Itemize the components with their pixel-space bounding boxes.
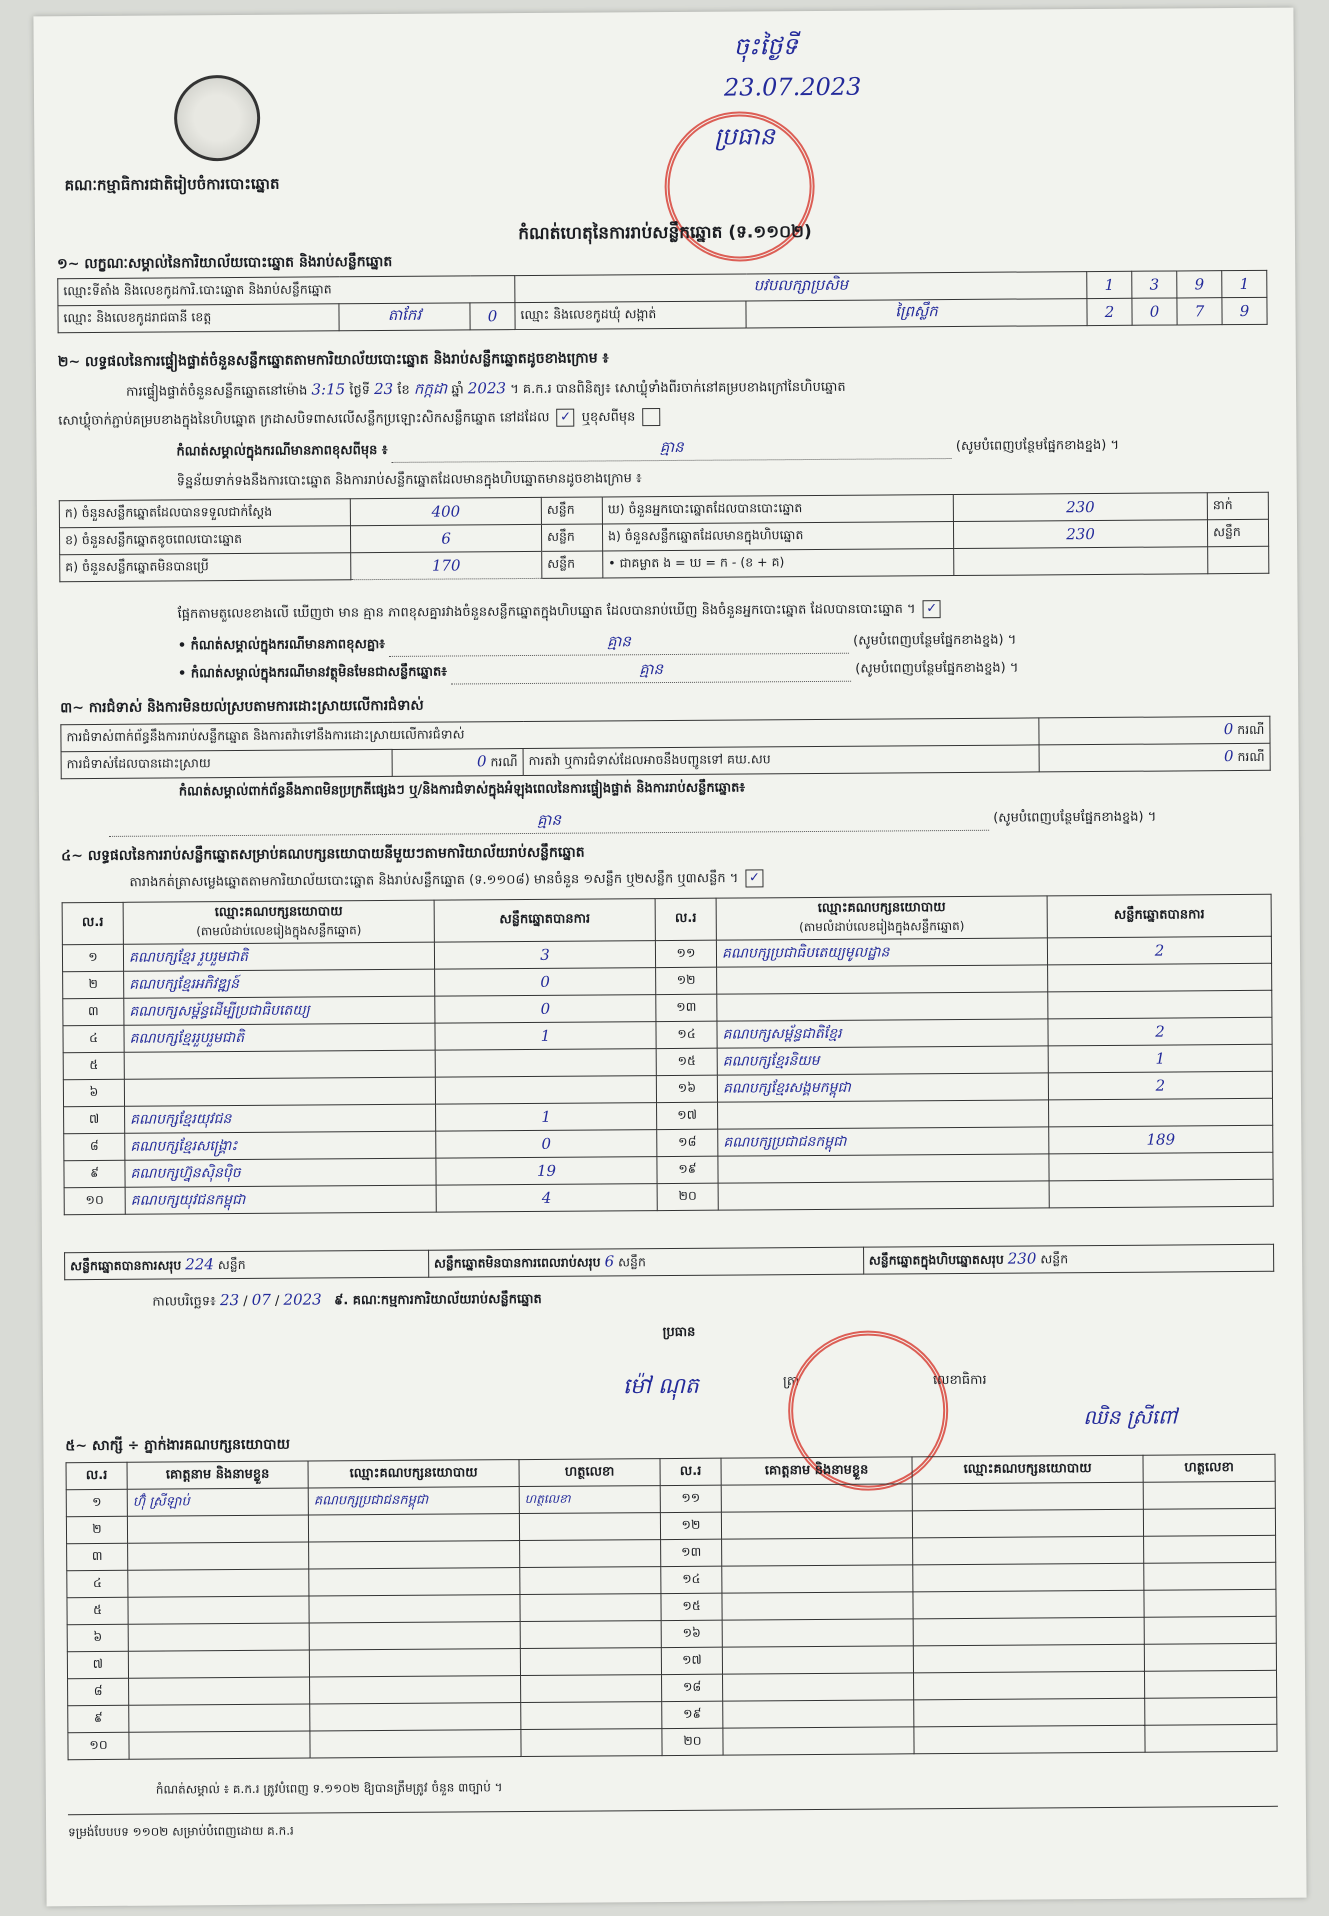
party-no: ១៤ [656, 1021, 717, 1048]
witness-signature [1145, 1724, 1277, 1752]
count-value: 170 [351, 551, 542, 579]
no-difference-checkbox[interactable]: ✓ [923, 600, 941, 618]
count-unit: សន្លឹក [542, 551, 603, 578]
difference-note-label: • កំណត់សម្គាល់ក្នុងករណីមានភាពខុសគ្នា៖ [177, 636, 385, 654]
irregularity-note-line [109, 806, 1269, 837]
witness-signature [520, 1567, 661, 1595]
witness-party [308, 1514, 519, 1542]
party-no: ១៣ [656, 994, 717, 1021]
resolved-count-cell [392, 749, 523, 777]
total-box-unit: សន្លឹក [1040, 1250, 1069, 1266]
party-name: គណបក្សខ្មែរ រួបរួមជាតិ [123, 942, 434, 971]
difference-note-line [178, 628, 1258, 659]
party-votes: 1 [435, 1022, 656, 1051]
witness-no: ១៦ [661, 1620, 722, 1647]
witness-signature [520, 1540, 661, 1568]
col-no: ល.រ [62, 902, 123, 944]
irregularity-note-label: កំណត់សម្គាល់ពាក់ព័ន្ធនឹងភាពមិនប្រក្រតីផ្សេងៗ ឬ/និងការជំទាស់ក្នុងអំឡុងពេលនៃការផ្ទៀងផ្ទាត់ និងការរាប់សន្លឹកឆ្នោត៖ [178, 780, 746, 800]
party-votes [435, 1049, 656, 1078]
party-no: ៩ [64, 1160, 125, 1187]
witness-signature [1144, 1589, 1276, 1617]
witness-party [913, 1644, 1144, 1673]
party-no: ៣ [63, 998, 124, 1025]
irregularity-note-hint: (សូមបំពេញបន្ថែមផ្នែកខាងខ្នង) ។ [993, 809, 1157, 826]
resolved-count: 0 [476, 751, 487, 770]
witness-party [310, 1730, 521, 1758]
commune-code-digit: 0 [1132, 298, 1177, 325]
witness-name [723, 1673, 914, 1701]
code-digit: 9 [1177, 271, 1222, 298]
witness-signature [1144, 1643, 1276, 1671]
chair-name: ម៉ៅ ណុត [622, 1373, 699, 1400]
party-name [717, 992, 1048, 1021]
section5-heading: ៥~ សាក្សី ÷ ភ្នាក់ងារគណបក្សនយោបាយ [65, 1436, 290, 1455]
difference-check-line [178, 598, 1268, 625]
footer-divider [68, 1806, 1278, 1815]
witness-no: ១៣ [661, 1539, 722, 1566]
organization-name: គណៈកម្មាធិការជាតិរៀបចំការបោះឆ្នោត [64, 174, 280, 195]
total-invalid-label: សន្លឹកឆ្នោតមិនបានការពេលរាប់សរុប [433, 1253, 601, 1271]
foreign-object-note-line [178, 656, 1258, 687]
party-no: ១០ [64, 1187, 125, 1214]
party-no: ១៨ [657, 1129, 718, 1156]
seal-note-hint: (សូមបំពេញបន្ថែមផ្នែកខាងខ្នង) ។ [955, 437, 1120, 454]
witness-party [913, 1590, 1144, 1619]
code-digit: 3 [1132, 271, 1177, 298]
witness-name [722, 1646, 913, 1674]
total-invalid-unit: សន្លឹក [618, 1253, 646, 1269]
section4-intro: តារាងកត់ត្រាសម្លេងឆ្នោតតាមការិយាល័យបោះឆ្នោត និងរាប់សន្លឹកឆ្នោត (ទ.១១០៨) មានចំនួន ១សន្លឹក ឬ២សន្លឹក ឬ៣សន្លឹក ។ [129, 871, 739, 891]
witness-table [66, 1454, 1278, 1760]
party-no: ២ [63, 971, 124, 998]
witness-signature [1143, 1508, 1275, 1536]
complaints-unit: ករណី [1237, 721, 1265, 737]
witness-signature [520, 1621, 661, 1649]
col-party [716, 896, 1047, 940]
section4-heading: ៤~ លទ្ធផលនៃការរាប់សន្លឹកឆ្នោតសម្រាប់គណបក្សនយោបាយនីមួយៗតាមការិយាល័យរាប់សន្លឹកឆ្នោត [61, 844, 585, 865]
location-label: ឈ្មោះទីតាំង និងលេខកូដការិ.បោះឆ្នោត និងរាប់សន្លឹកឆ្នោត [58, 276, 515, 306]
witness-party [914, 1725, 1145, 1754]
stamp-label: ត្រា [782, 1374, 800, 1390]
witness-name [723, 1700, 914, 1728]
section1-table [57, 270, 1267, 333]
witness-party [912, 1509, 1143, 1538]
witness-no: ១៨ [662, 1674, 723, 1701]
party-votes [1048, 963, 1272, 992]
form-footer: ទម្រង់បែបបទ ១១០២ សម្រាប់បំពេញដោយ គ.ក.រ [68, 1823, 294, 1840]
witness-party [309, 1622, 520, 1650]
witness-no: ១ [66, 1489, 127, 1516]
party-votes: 0 [435, 968, 656, 997]
section4-intro-line [129, 866, 1269, 893]
party-name: គណបក្សខ្មែរសង្គ្រោះ [125, 1131, 436, 1160]
complaints-table [60, 716, 1270, 779]
difference-note-hint: (សូមបំពេញបន្ថែមផ្នែកខាងខ្នង) ។ [853, 632, 1017, 649]
count-unit-b: នាក់ [1207, 492, 1268, 519]
verification-day: 23 [374, 379, 394, 399]
party-votes [1048, 990, 1272, 1019]
witness-name [128, 1569, 309, 1597]
witness-name [723, 1727, 914, 1755]
party-no: ៤ [63, 1025, 124, 1052]
count-value: 6 [350, 524, 541, 552]
party-no: ៦ [63, 1079, 124, 1106]
count-label-b: ឃ) ចំនួនអ្នកបោះឆ្នោតដែលបានបោះឆ្នោត [602, 495, 953, 524]
party-votes: 2 [1048, 1017, 1272, 1046]
complaints-count-cell [1039, 716, 1270, 745]
party-votes: 2 [1047, 936, 1271, 965]
col-party-title: ឈ្មោះគណបក្សនយោបាយ [817, 900, 946, 916]
total-valid-unit: សន្លឹក [217, 1256, 246, 1272]
seal-note-value: គ្មាន [392, 436, 952, 463]
date-day: 23 [219, 1291, 240, 1310]
witness-party [913, 1563, 1144, 1592]
witness-name [127, 1515, 308, 1543]
sheets-checkbox[interactable]: ✓ [745, 869, 763, 887]
party-no: ២០ [657, 1183, 718, 1210]
witness-no: ២០ [662, 1728, 723, 1755]
count-label: គ) ចំនួនសន្លឹកឆ្នោតមិនបានប្រើ [60, 553, 351, 582]
party-no: ៨ [64, 1133, 125, 1160]
committee-label: ៩. គណៈកម្មការការិយាល័យរាប់សន្លឹកឆ្នោត [334, 1291, 542, 1309]
witness-signature: ហត្ថលេខា [519, 1486, 660, 1514]
party-no: ៥ [63, 1052, 124, 1079]
date-month: 07 [251, 1290, 271, 1309]
code-digit: 1 [1222, 270, 1267, 297]
witness-party [913, 1617, 1144, 1646]
commune-code-digit: 7 [1177, 298, 1222, 325]
witness-col-party: ឈ្មោះគណបក្សនយោបាយ [912, 1455, 1143, 1484]
party-no: ១៦ [656, 1075, 717, 1102]
verification-prefix: ការផ្ទៀងផ្ទាត់ចំនួនសន្លឹកឆ្នោតនៅម៉ោង [125, 383, 308, 400]
party-no: ១ [62, 944, 123, 971]
witness-name [128, 1650, 309, 1678]
witness-party: គណបក្សប្រជាជនកម្ពុជា [308, 1487, 519, 1515]
foreign-object-note-hint: (សូមបំពេញបន្ថែមផ្នែកខាងខ្នង) ។ [855, 660, 1019, 677]
party-name: គណបក្សហ្វ៊ុនស៊ិនប៉ិច [125, 1158, 436, 1187]
party-no: ១៧ [657, 1102, 718, 1129]
witness-name [722, 1565, 913, 1593]
verification-line1 [126, 374, 1266, 404]
witness-col-party: ឈ្មោះគណបក្សនយោបាយ [308, 1460, 519, 1488]
witness-no: ៧ [67, 1651, 128, 1678]
col-party-title: ឈ្មោះគណបក្សនយោបាយ [214, 904, 343, 921]
witness-signature [521, 1729, 662, 1757]
seal-note-line [176, 434, 1256, 465]
witness-party [309, 1649, 520, 1677]
date-year: 2023 [283, 1290, 322, 1309]
party-name [124, 1077, 435, 1106]
resolved-label: ការជំទាស់ដែលបានដោះស្រាយ [61, 749, 392, 778]
nec-logo [174, 75, 261, 162]
party-votes: 0 [436, 1130, 657, 1159]
party-no: ១១ [655, 940, 716, 967]
col-party-sub: (តាមលំដាប់លេខរៀងក្នុងសន្លឹកឆ្នោត) [799, 918, 965, 935]
verification-line2 [58, 404, 1258, 432]
witness-no: ១៧ [661, 1647, 722, 1674]
form-sheet [33, 8, 1306, 1907]
changed-checkbox[interactable] [642, 408, 660, 426]
foreign-object-note-value: គ្មាន [451, 659, 851, 685]
intact-checkbox[interactable]: ✓ [557, 409, 575, 427]
witness-signature [1143, 1481, 1275, 1509]
count-value: 400 [350, 497, 541, 525]
data-intro: ទិន្នន័យទាក់ទងនឹងការបោះឆ្នោត និងការរាប់សន្លឹកឆ្នោតដែលមានក្នុងហិបឆ្នោតមានដូចខាងក្រោម ៖ [176, 471, 642, 490]
witness-no: ១០ [68, 1732, 129, 1759]
witness-name [129, 1731, 310, 1759]
witness-no: ៤ [67, 1570, 128, 1597]
count-value-b: 230 [953, 493, 1207, 522]
code-digit: 1 [1087, 271, 1132, 298]
witness-no: ៥ [67, 1597, 128, 1624]
total-box-label: សន្លឹកឆ្នោតក្នុងហិបឆ្នោតសរុប [868, 1251, 1004, 1268]
witness-signature [521, 1675, 662, 1703]
witness-no: ៨ [68, 1678, 129, 1705]
total-valid-cell [65, 1250, 429, 1280]
witness-col-name: គោត្តនាម និងនាមខ្លួន [127, 1461, 308, 1489]
difference-note-value: គ្មាន [389, 631, 849, 657]
witness-no: ១៥ [661, 1593, 722, 1620]
resolved-unit: ករណី [490, 753, 518, 769]
party-votes [1049, 1179, 1273, 1208]
ballot-count-table [59, 492, 1270, 582]
party-name: គណបក្សខ្មែររួបរួមជាតិ [124, 1023, 435, 1052]
verification-suffix: ។ គ.ក.រ បានពិនិត្យ៖ សោឃ្លុំទាំងពីរចាក់នៅគម្របខាងក្រៅនៃហិបឆ្នោត [510, 379, 846, 398]
witness-name [128, 1542, 309, 1570]
seal-status-text: សោឃ្លុំចាក់ភ្ជាប់គម្របខាងក្នុងនៃហិបឆ្នោត ក្រដាសបិទពាសលើសន្លឹកប្រឡោះសិកសន្លឹកឆ្នោត នៅដដែល [58, 410, 550, 429]
witness-no: ៩ [68, 1705, 129, 1732]
party-votes: 189 [1049, 1125, 1273, 1154]
total-box: 230 [1007, 1248, 1037, 1268]
party-name: គណបក្សខ្មែរអភិវឌ្ឍន៍ [124, 969, 435, 998]
chair-label: ប្រធាន [662, 1324, 696, 1341]
count-label-b: • ជាគម្លាត ង = ឃ = ក - (ខ + គ) [603, 549, 954, 578]
witness-name [721, 1511, 912, 1539]
witness-no: ២ [66, 1516, 127, 1543]
party-name [718, 1100, 1049, 1129]
date-label: កាលបរិច្ឆេទ៖ [152, 1294, 216, 1310]
witness-col-no: ល.រ [66, 1462, 127, 1489]
party-no: ១២ [656, 967, 717, 994]
changed-label: ឬខុសពីមុន [581, 409, 636, 426]
party-no: ១៩ [657, 1156, 718, 1183]
party-name [717, 965, 1048, 994]
appeals-unit: ករណី [1237, 748, 1265, 764]
signing-date-line: កាលបរិច្ឆេទ៖ 23 / 07 / 2023 ៩. គណៈកម្មការការិយាល័យរាប់សន្លឹកឆ្នោត [152, 1290, 542, 1310]
location-value: បវបលក្សាប្រសិម [515, 272, 1087, 303]
witness-party [914, 1671, 1145, 1700]
party-name [124, 1050, 435, 1079]
witness-signature [1144, 1670, 1276, 1698]
total-invalid: 6 [604, 1251, 615, 1270]
witness-party [310, 1703, 521, 1731]
col-party [123, 900, 434, 944]
col-party-sub: (តាមលំដាប់លេខរៀងក្នុងសន្លឹកឆ្នោត) [196, 923, 362, 939]
verification-year: 2023 [467, 379, 507, 398]
party-name: គណបក្សយុវជនកម្ពុជា [125, 1185, 436, 1214]
commune-label: ឈ្មោះ និងលេខកូដឃុំ សង្កាត់ [515, 301, 746, 330]
witness-no: ១៤ [661, 1566, 722, 1593]
month-label: ខែ [397, 382, 410, 398]
party-votes [435, 1076, 656, 1105]
witness-name [129, 1704, 310, 1732]
complaints-count: 0 [1223, 719, 1234, 738]
party-votes: 1 [1048, 1044, 1272, 1073]
commune-value: ព្រៃស្លឹក [746, 299, 1087, 328]
province-value: តាកែវ [339, 303, 470, 331]
count-unit: សន្លឹក [541, 497, 602, 524]
year-label: ឆ្នាំ [451, 382, 464, 398]
witness-no: ១៩ [662, 1701, 723, 1728]
party-no: ៧ [64, 1106, 125, 1133]
total-valid-label: សន្លឹកឆ្នោតបានការសរុប [70, 1256, 182, 1273]
secretary-name: ឈិន ស្រីពៅ [1083, 1404, 1178, 1430]
irregularity-note-value: គ្មាន [109, 808, 989, 837]
party-name [718, 1154, 1049, 1183]
count-value-b [954, 547, 1208, 576]
witness-name [722, 1538, 913, 1566]
party-results-table [62, 894, 1274, 1215]
province-label: ឈ្មោះ និងលេខកូដរាជធានី ខេត្ត [58, 304, 339, 333]
footnote: កំណត់សម្គាល់ ៖ គ.ក.រ ត្រូវបំពេញ ទ.១១០២ ឱ្យបានត្រឹមត្រូវ ចំនួន ៣ច្បាប់ ។ [155, 1780, 503, 1797]
witness-signature [520, 1594, 661, 1622]
commune-code-digit: 9 [1222, 297, 1267, 324]
party-name: គណបក្សខ្មែរសង្គមកម្ពុជា [717, 1073, 1048, 1102]
witness-signature [1144, 1616, 1276, 1644]
witness-name: ហ៊ុំ ស្រីឡាប់ [127, 1488, 308, 1516]
party-votes: 4 [436, 1184, 657, 1213]
province-code-digit: 0 [470, 303, 515, 330]
witness-name [722, 1592, 913, 1620]
appeals-count: 0 [1223, 746, 1234, 765]
witness-signature [1145, 1697, 1277, 1725]
count-label: ខ) ចំនួនសន្លឹកឆ្នោតខូចពេលបោះឆ្នោត [59, 526, 350, 555]
witness-signature [1144, 1535, 1276, 1563]
day-label: ថ្ងៃទី [349, 383, 370, 399]
party-votes [1049, 1098, 1273, 1127]
party-name: គណបក្សសម្ព័ន្ធជាតិខ្មែរ [717, 1019, 1048, 1048]
witness-signature [520, 1648, 661, 1676]
witness-party [912, 1482, 1143, 1511]
witness-party [310, 1676, 521, 1704]
total-invalid-cell [428, 1247, 863, 1277]
party-no: ១៥ [656, 1048, 717, 1075]
party-votes: 0 [435, 995, 656, 1024]
witness-name [128, 1623, 309, 1651]
party-name [718, 1181, 1049, 1210]
handwritten-signature-top: ប្រធាន [714, 122, 775, 151]
witness-signature [521, 1702, 662, 1730]
party-votes: 19 [436, 1157, 657, 1186]
party-votes [1049, 1152, 1273, 1181]
count-unit-b [1208, 546, 1269, 573]
witness-no: ១១ [660, 1485, 721, 1512]
witness-party [914, 1698, 1145, 1727]
totals-table [64, 1244, 1274, 1280]
verification-month: កក្កដា [413, 379, 448, 398]
witness-signature [1144, 1562, 1276, 1590]
count-label: ក) ចំនួនសន្លឹកឆ្នោតដែលបានទទួលជាក់ស្តែង [59, 499, 350, 528]
foreign-object-note-label: • កំណត់សម្គាល់ក្នុងករណីមានវត្ថុមិនមែនជាសន្លឹកឆ្នោត៖ [177, 664, 448, 682]
witness-signature [519, 1513, 660, 1541]
party-name: គណបក្សប្រជាជនកម្ពុជា [718, 1127, 1049, 1156]
complaints-label: ការជំទាស់ពាក់ព័ន្ធនឹងការរាប់សន្លឹកឆ្នោត និងការតវ៉ាទៅនឹងការដោះស្រាយលើការជំទាស់ [61, 718, 1039, 752]
witness-party [309, 1568, 520, 1596]
witness-no: ១២ [660, 1512, 721, 1539]
secretary-label: លេខាធិការ [932, 1372, 987, 1389]
total-box-cell [863, 1244, 1273, 1274]
witness-name [128, 1596, 309, 1624]
count-unit-b: សន្លឹក [1207, 519, 1268, 546]
witness-party [309, 1595, 520, 1623]
appeals-label: ការតវ៉ា ឬការជំទាស់ដែលអាចនឹងបញ្ជូនទៅ គឃ.សប [523, 745, 1039, 776]
col-no: ល.រ [655, 898, 716, 940]
witness-name [721, 1484, 912, 1512]
witness-col-no: ល.រ [660, 1458, 721, 1485]
party-name: គណបក្សសម្ព័ន្ធដើម្បីប្រជាធិបតេយ្យ [124, 996, 435, 1025]
party-name: គណបក្សខ្មែរនិយម [717, 1046, 1048, 1075]
section3-heading: ៣~ ការជំទាស់ និងការមិនយល់ស្របតាមការដោះស្រាយលើការជំទាស់ [60, 697, 424, 717]
witness-name [722, 1619, 913, 1647]
count-value-b: 230 [953, 520, 1207, 549]
witness-no: ៦ [67, 1624, 128, 1651]
count-unit: សន្លឹក [541, 524, 602, 551]
province-code-digit: 2 [1087, 298, 1132, 325]
appeals-count-cell [1039, 743, 1270, 772]
witness-no: ៣ [67, 1543, 128, 1570]
verification-time: 3:15 [311, 380, 346, 399]
party-name: គណបក្សខ្មែរយុវជន [125, 1104, 436, 1133]
party-votes: 3 [434, 941, 655, 970]
witness-name [129, 1677, 310, 1705]
col-votes: សន្លឹកឆ្នោតបានការ [434, 899, 655, 943]
witness-col-sign: ហត្ថលេខា [519, 1459, 660, 1487]
col-votes: សន្លឹកឆ្នោតបានការ [1047, 894, 1271, 938]
witness-col-sign: ហត្ថលេខា [1143, 1454, 1275, 1482]
handwritten-date: 23.07.2023 [723, 72, 862, 102]
count-label-b: ង) ចំនួនសន្លឹកឆ្នោតដែលមានក្នុងហិបឆ្នោត [602, 522, 953, 551]
witness-party [309, 1541, 520, 1569]
party-name: គណបក្សប្រជាធិបតេយ្យមូលដ្ឋាន [716, 938, 1047, 967]
witness-col-name: គោត្តនាម និងនាមខ្លួន [721, 1457, 912, 1485]
seal-note-label: កំណត់សម្គាល់ក្នុងករណីមានភាពខុសពីមុន ៖ [176, 442, 388, 460]
difference-check-text: ផ្អែកតាមតួលេខខាងលើ ឃើញថា មាន គ្មាន ភាពខុសគ្នារវាងចំនួនសន្លឹកឆ្នោតក្នុងហិបឆ្នោត ដែលបានរាប់ឃើញ និងចំនួនអ្នកបោះឆ្នោត ដែលបានបោះឆ្នោត ។ [177, 601, 916, 622]
party-votes: 1 [436, 1103, 657, 1132]
handwritten-note: ចុះថ្ងៃទី [733, 32, 798, 61]
total-valid: 224 [185, 1254, 214, 1273]
witness-party [913, 1536, 1144, 1565]
form-title: កំណត់ហេតុនៃការរាប់សន្លឹកឆ្នោត (ទ.១១០២) [518, 221, 812, 245]
section1-heading: ១~ លក្ខណៈសម្គាល់នៃការិយាល័យបោះឆ្នោត និងរាប់សន្លឹកឆ្នោត [57, 253, 393, 273]
party-votes: 2 [1048, 1071, 1272, 1100]
section2-heading: ២~ លទ្ធផលនៃការផ្ទៀងផ្ទាត់ចំនួនសន្លឹកឆ្នោតតាមការិយាល័យបោះឆ្នោត និងរាប់សន្លឹកឆ្នោតដូចខាងក្រោម ៖ [57, 350, 609, 371]
